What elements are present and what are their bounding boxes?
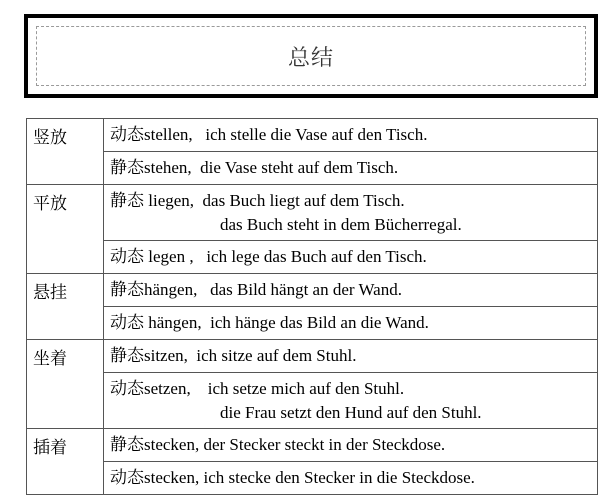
table-row xyxy=(27,373,598,429)
table-row xyxy=(27,185,598,241)
example-text: stellen, ich stelle die Vase auf den Tisch. xyxy=(144,125,428,144)
example-cell xyxy=(104,241,598,274)
mode-tag: 动态 xyxy=(110,125,144,145)
slide-title: 总结 xyxy=(287,45,334,71)
example-text: stehen, die Vase steht auf dem Tisch. xyxy=(144,158,399,177)
table-row xyxy=(27,429,598,462)
mode-tag: 动态 xyxy=(110,468,144,488)
mode-tag: 静态 xyxy=(110,191,144,211)
title-placeholder[interactable] xyxy=(36,26,586,86)
example-cell xyxy=(104,340,598,373)
example-cell xyxy=(104,462,598,495)
example-text: sitzen, ich sitze auf dem Stuhl. xyxy=(144,346,357,365)
category-cell: 竖放 xyxy=(27,119,104,185)
category-cell: 悬挂 xyxy=(27,274,104,340)
example-text: legen , ich lege das Buch auf den Tisch. xyxy=(144,247,427,266)
example-cell xyxy=(104,119,598,152)
example-text: liegen, das Buch liegt auf dem Tisch. xyxy=(144,191,405,210)
example-cell xyxy=(104,185,598,241)
example-cell xyxy=(104,429,598,462)
example-text: hängen, ich hänge das Bild an die Wand. xyxy=(144,313,429,332)
example-cell xyxy=(104,274,598,307)
title-box xyxy=(24,14,598,98)
table-row xyxy=(27,241,598,274)
category-cell: 插着 xyxy=(27,429,104,495)
summary-table xyxy=(26,118,598,495)
table-row xyxy=(27,119,598,152)
mode-tag: 动态 xyxy=(110,379,144,399)
mode-tag: 静态 xyxy=(110,346,144,366)
example-cell xyxy=(104,307,598,340)
mode-tag: 静态 xyxy=(110,280,144,300)
example-text: setzen, ich setze mich auf den Stuhl. xyxy=(144,379,405,398)
table-row xyxy=(27,462,598,495)
example-continuation: die Frau setzt den Hund auf den Stuhl. xyxy=(220,403,482,422)
example-cell xyxy=(104,152,598,185)
example-text: stecken, der Stecker steckt in der Steckdose. xyxy=(144,435,446,454)
mode-tag: 动态 xyxy=(110,313,144,333)
mode-tag: 动态 xyxy=(110,247,144,267)
table-row xyxy=(27,274,598,307)
category-cell: 坐着 xyxy=(27,340,104,429)
mode-tag: 静态 xyxy=(110,158,144,178)
table-row xyxy=(27,152,598,185)
table-row xyxy=(27,340,598,373)
category-cell: 平放 xyxy=(27,185,104,274)
example-continuation: das Buch steht in dem Bücherregal. xyxy=(220,215,462,234)
table-row xyxy=(27,307,598,340)
mode-tag: 静态 xyxy=(110,435,144,455)
example-text: hängen, das Bild hängt an der Wand. xyxy=(144,280,402,299)
example-text: stecken, ich stecke den Stecker in die Steckdose. xyxy=(144,468,475,487)
example-cell xyxy=(104,373,598,429)
